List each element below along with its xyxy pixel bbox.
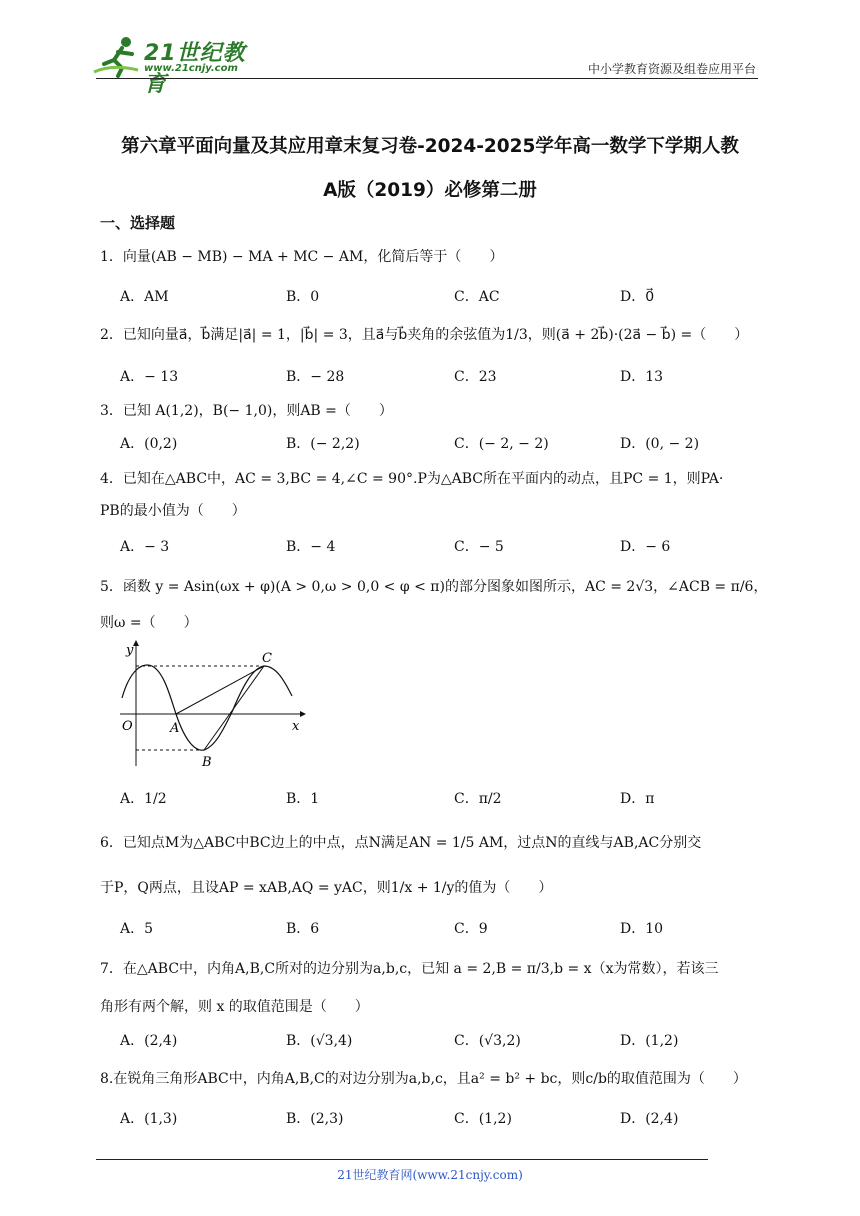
option-c[interactable]: C．− 5 [454,539,504,555]
point-c-label: C [262,651,272,666]
option-d[interactable]: D．13 [620,369,664,385]
site-tagline: 中小学教育资源及组卷应用平台 [587,62,756,76]
segment-bc [204,666,264,750]
option-a[interactable]: A．(2,4) [120,1033,178,1049]
option-b[interactable]: B．6 [286,921,320,937]
option-c[interactable]: C．9 [454,921,488,937]
option-b[interactable]: B．0 [286,289,320,305]
x-axis-arrow-icon [300,711,306,717]
sine-curve [122,665,292,750]
option-b[interactable]: B．1 [286,791,320,807]
question-8-options [120,1108,700,1130]
question-7-options [120,1030,700,1052]
question-4-options [120,536,700,558]
question-5-options [120,788,700,810]
option-d[interactable]: D．π [620,791,655,807]
logo-url: www.21cnjy.com [144,63,238,74]
option-a[interactable]: A．− 3 [120,539,170,555]
option-a[interactable]: A．(0,2) [120,436,178,452]
origin-label: O [122,719,133,734]
point-a-label: A [170,721,180,736]
option-d[interactable]: D．(1,2) [620,1033,679,1049]
section-heading: 一、选择题 [100,214,176,232]
document-title-line2: A版（2019）必修第二册 [323,180,537,201]
question-3-stem: 3．已知 A(1,2)，B(− 1,0)，则AB =（ ） [100,403,393,419]
option-d[interactable]: D．(2,4) [620,1111,679,1127]
document-title-line1: 第六章平面向量及其应用章末复习卷-2024-2025学年高一数学下学期人教 [121,136,739,157]
question-5-stem-cont: 则ω =（ ） [100,615,198,631]
logo-text: 21世纪教育 [144,41,246,97]
option-b[interactable]: B．(2,3) [286,1111,344,1127]
question-4-stem-cont: PB的最小值为（ ） [100,503,246,519]
question-7-stem-cont: 角形有两个解，则 x 的取值范围是（ ） [100,999,369,1015]
y-axis-arrow-icon [133,640,139,646]
option-c[interactable]: C．(√3,2) [454,1033,521,1049]
point-b-label: B [202,755,212,770]
option-c[interactable]: C．AC [454,289,500,305]
question-4-stem: 4．已知在△ABC中，AC = 3,BC = 4,∠C = 90°.P为△ABC所在平面内的动点，且PC = 1，则PA· [100,471,724,487]
option-a[interactable]: A．5 [120,921,154,937]
option-b[interactable]: B．− 28 [286,369,345,385]
option-c[interactable]: C．(− 2, − 2) [454,436,549,452]
question-2-options [120,366,700,388]
question-6-stem-cont: 于P，Q两点，且设AP = xAB,AQ = yAC，则1/x + 1/y的值为（ ） [100,880,553,896]
footer-link[interactable]: 21世纪教育网(www.21cnjy.com) [337,1168,523,1182]
option-c[interactable]: C．π/2 [454,791,502,807]
question-1-options [120,286,700,308]
question-5-stem: 5．函数 y = Asin(ωx + φ)(A > 0,ω > 0,0 < φ < π)的部分图象如图所示，AC = 2√3，∠ACB = π/6， [100,579,768,595]
option-a[interactable]: A．(1,3) [120,1111,178,1127]
site-logo[interactable] [92,34,262,97]
question-2-stem: 2．已知向量a⃗，b⃗满足|a⃗| = 1，|b⃗| = 3，且a⃗与b⃗夹角的余弦值为1/3，则(a⃗ + 2b⃗)·(2a⃗ − b⃗) =（ ） [100,327,749,343]
question-3-options [120,433,700,455]
option-d[interactable]: D．10 [620,921,664,937]
header-divider [96,78,758,79]
segment-ac [176,666,264,714]
question-1-stem: 1．向量(AB − MB) − MA + MC − AM，化简后等于（ ） [100,249,504,265]
option-a[interactable]: A．− 13 [120,369,179,385]
question-7-stem: 7．在△ABC中，内角A,B,C所对的边分别为a,b,c，已知 a = 2,B = π/3,b = x（x为常数），若该三 [100,961,719,977]
option-b[interactable]: B．(√3,4) [286,1033,353,1049]
option-b[interactable]: B．− 4 [286,539,336,555]
runner-icon [92,34,142,78]
option-b[interactable]: B．(− 2,2) [286,436,360,452]
question-8-stem: 8.在锐角三角形ABC中，内角A,B,C的对边分别为a,b,c，且a² = b² + bc，则c/b的取值范围为（ ） [100,1071,747,1087]
y-axis-label: y [126,643,134,658]
question-6-stem: 6．已知点M为△ABC中BC边上的中点，点N满足AN = 1/5 AM，过点N的直线与AB,AC分别交 [100,835,702,851]
option-c[interactable]: C．23 [454,369,497,385]
footer-divider [96,1159,708,1160]
option-c[interactable]: C．(1,2) [454,1111,512,1127]
option-d[interactable]: D．0⃗ [620,289,655,305]
x-axis-label: x [292,719,300,734]
question-6-options [120,918,700,940]
option-a[interactable]: A．1/2 [120,791,167,807]
option-d[interactable]: D．(0, − 2) [620,436,700,452]
sine-graph-figure [112,640,312,770]
option-d[interactable]: D．− 6 [620,539,671,555]
option-a[interactable]: A．AM [120,289,169,305]
